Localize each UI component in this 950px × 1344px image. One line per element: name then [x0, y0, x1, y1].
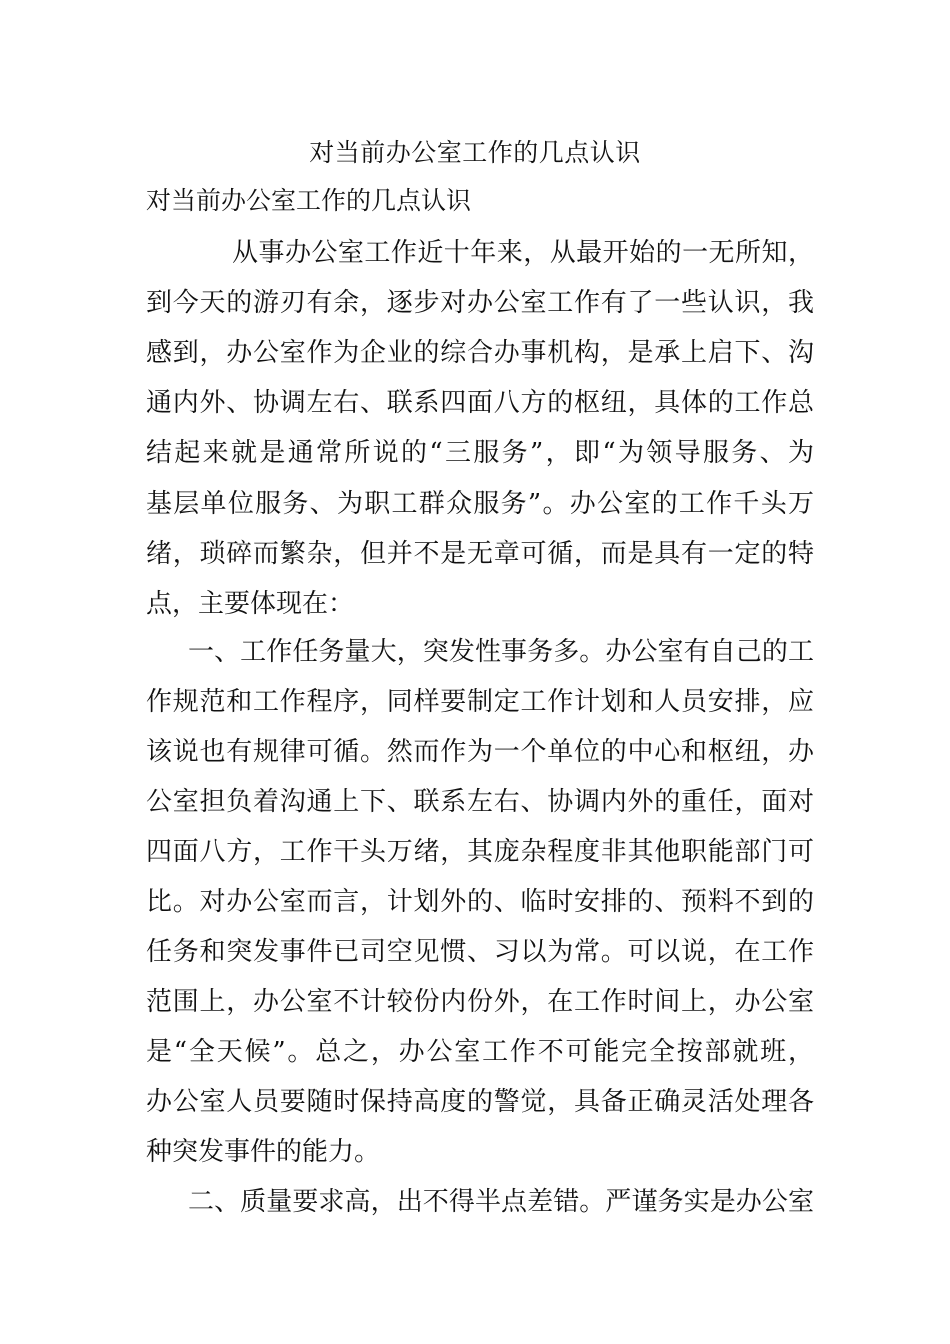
- paragraph-2-line-9: 是“全天候”。总之，办公室工作不可能完全按部就班，: [146, 1037, 814, 1067]
- paragraph-1-line-2: 到今天的游刃有余，逐步对办公室工作有了一些认识，我: [146, 288, 814, 318]
- paragraph-1-line-5: 结起来就是通常所说的“三服务”，即“为领导服务、为: [146, 438, 814, 468]
- document-title: 对当前办公室工作的几点认识: [309, 138, 641, 167]
- paragraph-2-line-4: 公室担负着沟通上下、联系左右、协调内外的重任，面对: [146, 787, 814, 817]
- paragraph-2-line-8: 范围上，办公室不计较份内份外，在工作时间上，办公室: [146, 987, 814, 1017]
- paragraph-1-line-7: 绪，琐碎而繁杂，但并不是无章可循，而是具有一定的特: [146, 539, 814, 569]
- paragraph-1-line-6: 基层单位服务、为职工群众服务”。办公室的工作千头万: [146, 489, 814, 519]
- paragraph-2-line-11: 种突发事件的能力。: [146, 1137, 381, 1167]
- paragraph-2-line-6: 比。对办公室而言，计划外的、临时安排的、预料不到的: [146, 887, 814, 917]
- paragraph-2-line-1: 一、工作任务量大，突发性事务多。办公室有自己的工: [188, 637, 814, 667]
- paragraph-2-line-5: 四面八方，工作干头万绪，其庞杂程度非其他职能部门可: [146, 837, 814, 867]
- paragraph-2-line-2: 作规范和工作程序，同样要制定工作计划和人员安排，应: [146, 687, 814, 717]
- paragraph-1-line-3: 感到，办公室作为企业的综合办事机构，是承上启下、沟: [146, 338, 814, 368]
- paragraph-1-line-1: 从事办公室工作近十年来，从最开始的一无所知，: [232, 238, 814, 268]
- paragraph-3-line-1: 二、质量要求高，出不得半点差错。严谨务实是办公室: [188, 1187, 814, 1217]
- paragraph-1-line-4: 通内外、协调左右、联系四面八方的枢纽，具体的工作总: [146, 388, 814, 418]
- document-subtitle: 对当前办公室工作的几点认识: [146, 186, 472, 215]
- paragraph-1-line-8: 点，主要体现在：: [146, 589, 355, 619]
- paragraph-2-line-10: 办公室人员要随时保持高度的警觉，具备正确灵活处理各: [146, 1087, 814, 1117]
- paragraph-2-line-3: 该说也有规律可循。然而作为一个单位的中心和枢纽，办: [146, 737, 814, 767]
- paragraph-2-line-7: 任务和突发事件已司空见惯、习以为常。可以说，在工作: [146, 937, 814, 967]
